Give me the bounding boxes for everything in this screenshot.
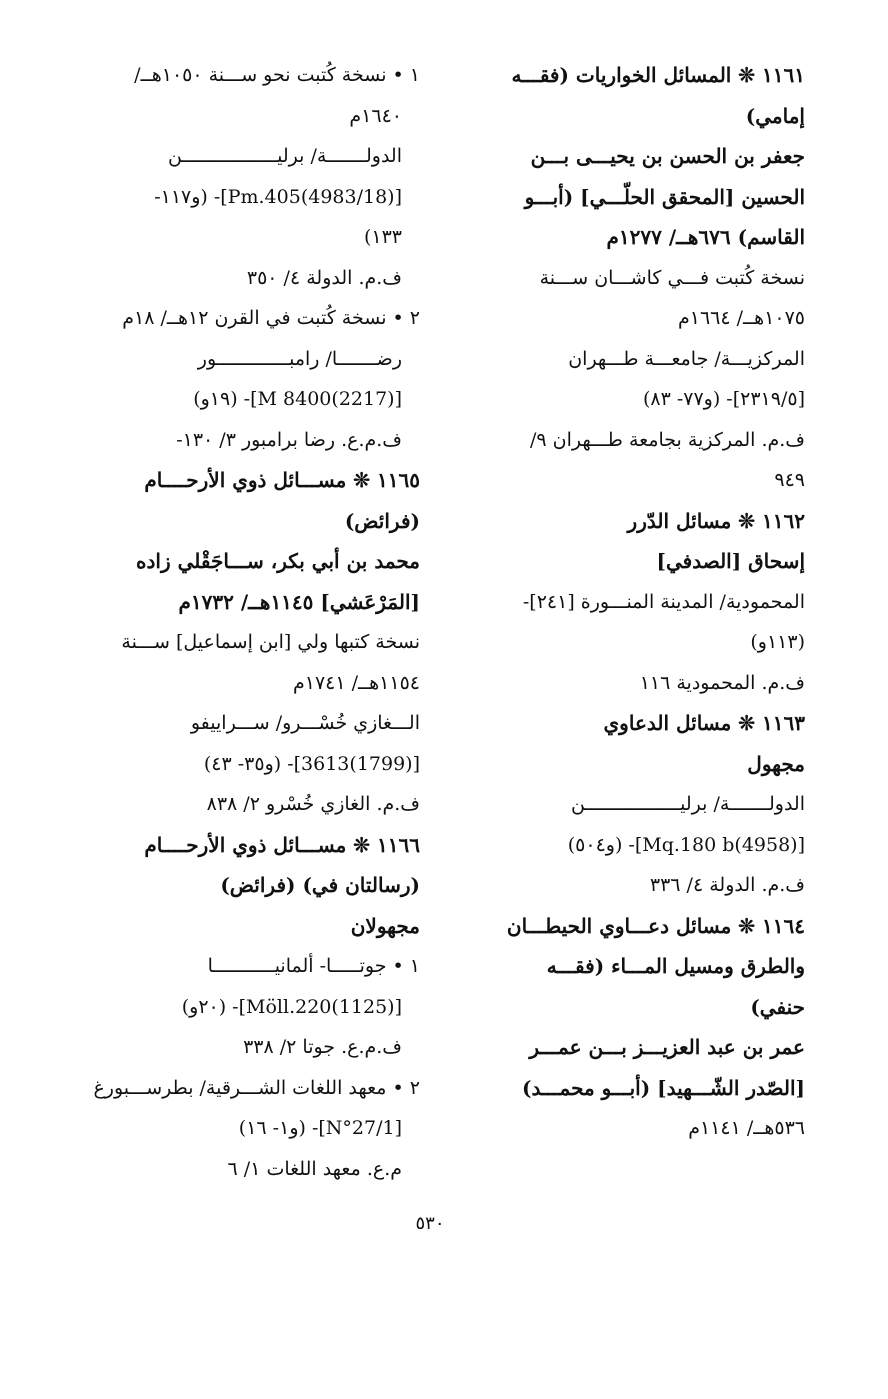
left-column-line: [(1125)Möll.220]- (٢٠و)	[181, 995, 402, 1018]
right-column	[460, 55, 805, 1149]
right-column-line: ٩٤٩	[774, 469, 805, 491]
left-column-line: ف.م. الغازي خُسْرو ٢/ ٨٣٨	[206, 793, 420, 815]
right-column-line: ١١٦٢ ❊ مسائل الدّرر	[627, 508, 805, 533]
page-number: ٥٣٠	[415, 1213, 445, 1234]
left-column-line: [(1799)3613]- (و٣٥- ٤٣)	[203, 752, 420, 775]
left-column-line: الـــغازي خُسْـــرو/ ســـراييفو	[190, 712, 420, 734]
right-column-line: [٢٣١٩/٥]- (و٧٧- ٨٣)	[642, 388, 805, 410]
right-column-line: ١١٦١ ❊ المسائل الخواريات (فقـــه	[511, 63, 805, 87]
left-column-line: الدولـــــــة/ برليـــــــــــــــــن	[168, 145, 402, 167]
right-column-line: ف.م. المحمودية ١١٦	[639, 671, 805, 694]
right-column-line: الحسين [المحقق الحلّـــي] (أبـــو	[524, 184, 805, 209]
left-column-line: م.ع. معهد اللغات ١/ ٦	[227, 1157, 402, 1180]
left-column-line: [(4983/18)Pm.405]- (و١١٧-	[154, 185, 402, 208]
right-column-line: الدولـــــــة/ برليـــــــــــــــــن	[571, 793, 805, 815]
left-column-line: ١ • جوتـــــا- ألمانيـــــــــــا	[207, 955, 420, 977]
left-column-line: (رسالتان في) (فرائض)	[220, 873, 420, 897]
right-column-line: جعفر بن الحسن بن يحيـــى بـــن	[530, 144, 805, 168]
right-column-line: ٥٣٦هــ/ ١١٤١م	[688, 1117, 805, 1139]
left-column-line: نسخة كتبها ولي [ابن إسماعيل] ســـنة	[121, 631, 420, 653]
left-column-line: رضـــــــا/ رامبـــــــــــــور	[197, 347, 402, 370]
left-column-line: [المَرْعَشي] ١١٤٥هــ/ ١٧٣٢م	[178, 589, 420, 614]
left-column-line: محمد بن أبي بكر، ســـاجَقْلي زاده	[136, 549, 420, 573]
left-column-line: ف.م.ع. جوتا ٢/ ٣٣٨	[243, 1036, 402, 1058]
right-column-line: [الصّدر الشّـــهيد] (أبـــو محمـــد)	[521, 1075, 805, 1100]
left-column-line: ١ • نسخة كُتبت نحو ســـنة ١٠٥٠هــ/	[134, 64, 420, 86]
right-column-line: ١٠٧٥هــ/ ١٦٦٤م	[677, 307, 805, 329]
left-column-line: [N°27/1]- (و١- ١٦)	[238, 1117, 402, 1139]
left-column	[68, 55, 420, 1189]
left-column-line: (فرائض)	[344, 508, 420, 533]
right-column-line: [(4958)Mq.180 b]- (و٥٠٤)	[567, 833, 805, 856]
right-column-line: ١١٦٤ ❊ مسائل دعـــاوي الحيطـــان	[506, 913, 805, 938]
left-column-line: [(2217)8400 M]- (١٩و)	[193, 388, 402, 410]
right-column-line: إمامي)	[745, 103, 805, 128]
left-column-line: مجهولان	[350, 913, 420, 938]
right-column-line: إسحاق [الصدفي]	[656, 549, 805, 573]
right-column-line: المحمودية/ المدينة المنـــورة [٢٤١]-	[522, 590, 805, 613]
left-column-line: ١١٦٥ ❊ مســـائل ذوي الأرحــــام	[144, 468, 420, 492]
left-column-line: ١١٦٦ ❊ مســـائل ذوي الأرحــــام	[144, 832, 420, 857]
right-column-line: (١١٣و)	[750, 631, 805, 653]
left-column-line: ف.م.ع. رضا برامبور ٣/ ١٣٠-	[176, 428, 402, 451]
right-column-line: والطرق ومسيل المـــاء (فقـــه	[546, 954, 805, 978]
left-column-line: ف.م. الدولة ٤/ ٣٥٠	[246, 266, 402, 289]
left-column-line: ٢ • معهد اللغات الشـــرقية/ بطرســـبورغ	[93, 1076, 420, 1099]
right-column-line: عمر بن عبد العزيـــز بـــن عمـــر	[529, 1035, 805, 1059]
right-column-line: المركزيـــة/ جامعـــة طـــهران	[568, 347, 805, 370]
right-column-line: القاسم) ٦٧٦هــ/ ١٢٧٧م	[606, 225, 805, 249]
right-column-line: مجهول	[747, 751, 805, 776]
right-column-line: ١١٦٣ ❊ مسائل الدعاوي	[603, 711, 805, 735]
left-column-line: ١٦٤٠م	[349, 104, 402, 127]
left-column-line: ١٣٣)	[363, 226, 402, 248]
right-column-line: ف.م. الدولة ٤/ ٣٣٦	[649, 874, 805, 896]
right-column-line: نسخة كُتبت فـــي كاشـــان ســـنة	[539, 266, 805, 289]
left-column-line: ٢ • نسخة كُتبت في القرن ١٢هــ/ ١٨م	[122, 307, 420, 329]
right-column-line: حنفي)	[750, 994, 805, 1019]
right-column-line: ف.م. المركزية بجامعة طـــهران ٩/	[529, 428, 805, 451]
left-column-line: ١١٥٤هــ/ ١٧٤١م	[292, 671, 420, 694]
